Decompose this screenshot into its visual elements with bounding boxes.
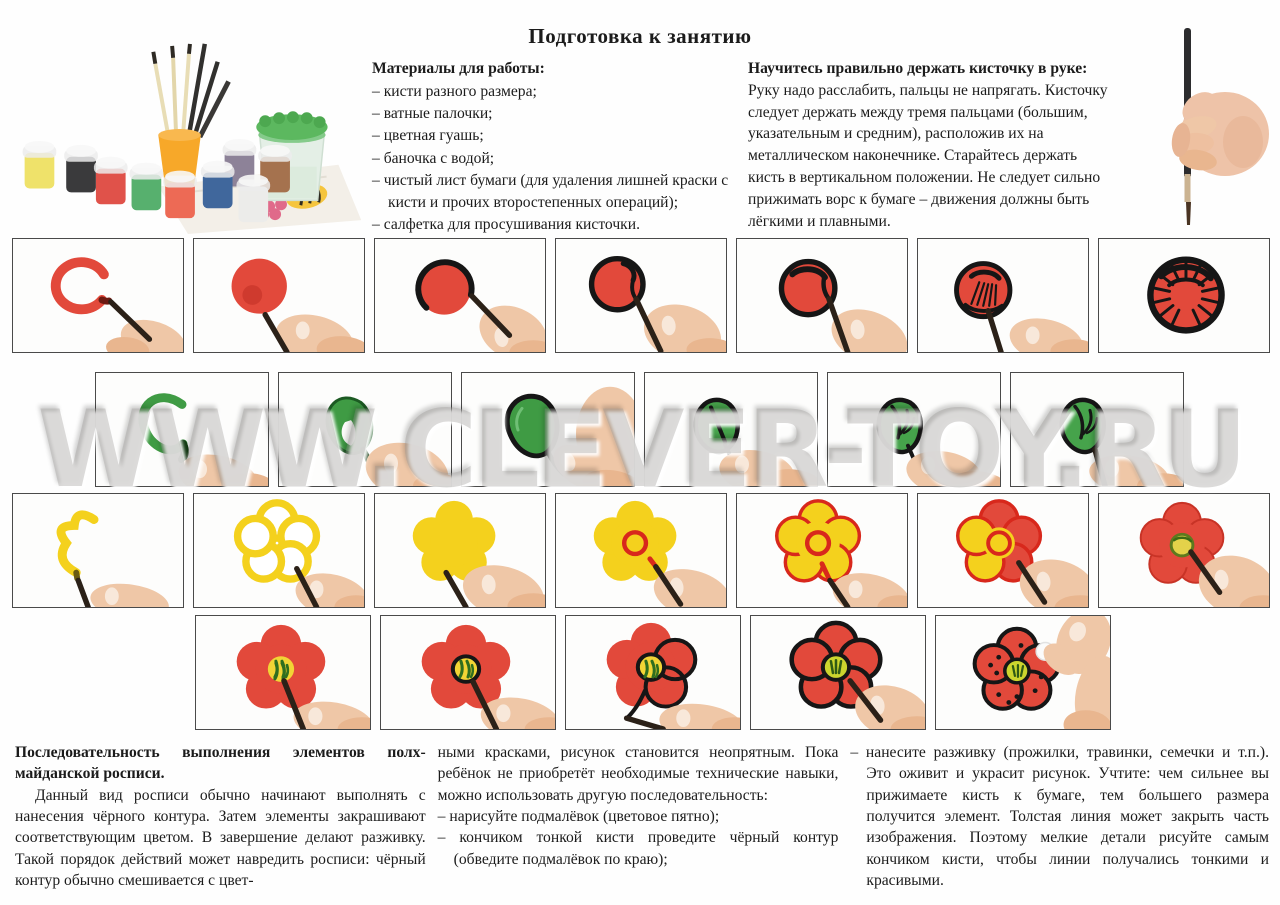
- sequence-column-3: [850, 742, 1269, 892]
- dash: –: [850, 744, 866, 761]
- sequence-column-1: [15, 742, 426, 892]
- sequence-item: – кончиком тонкой кисти проведите чёрный контур (обведите подмалёвок по краю);: [437, 829, 839, 868]
- sequence-column-2: [438, 742, 839, 892]
- paints-and-brushes-photo: [8, 36, 363, 234]
- brush-hold-heading: Научитесь правильно держать кисточку в руке:: [748, 60, 1088, 77]
- step-photo-flower-3: [374, 493, 546, 608]
- materials-section: [372, 58, 740, 236]
- gouache-jars: [23, 139, 292, 222]
- berry-steps-row: [12, 238, 1270, 353]
- material-item: – цветная гуашь;: [372, 127, 484, 145]
- step-photo-leaf-2: [278, 372, 452, 487]
- step-photo-berry-6: [917, 238, 1089, 353]
- step-photo-flower-2: [193, 493, 365, 608]
- watermark: WWW.CLEVER-TOY.RU: [37, 388, 1243, 511]
- step-photo-leaf-4: [644, 372, 818, 487]
- step-photo-flower-6: [917, 493, 1089, 608]
- dash: –: [437, 829, 460, 847]
- sequence-heading: Последовательность выполнения элементов полх-майданской росписи.: [15, 744, 426, 783]
- dash: –: [372, 149, 384, 167]
- sequence-item: – нарисуйте подмалёвок (цветовое пятно);: [437, 808, 720, 826]
- step-photo-berry-2: [193, 238, 365, 353]
- dash: –: [372, 215, 384, 233]
- sequence-section: [15, 742, 1269, 892]
- dash: –: [372, 171, 384, 189]
- material-item: – салфетка для просушивания кисточки.: [372, 215, 640, 233]
- dash: –: [437, 808, 450, 826]
- step-photo-f4-3: [565, 615, 741, 730]
- sequence-item: – нанесите разживку (прожилки, травинки, семечки и т.п.). Это оживит и украсит рисунок. Учтите: чем сильнее вы прижимаете кисть к бумаге, тем большего размера получится элемент. Толстая линия может закрыть часть изображения. Поэтому мелкие детали рисуйте самым кончиком кисти, чтобы линии получались тонкими и красивыми.: [850, 744, 1270, 890]
- step-photo-leaf-6: [1010, 372, 1184, 487]
- flower-finish-steps-row: [195, 615, 1111, 730]
- step-photo-f4-2: [380, 615, 556, 730]
- step-photo-flower-1: [12, 493, 184, 608]
- dash: –: [372, 83, 384, 101]
- material-item: – баночка с водой;: [372, 149, 495, 167]
- step-photo-berry-1: [12, 238, 184, 353]
- hand-holding-brush-photo: [1112, 20, 1272, 234]
- leaf-steps-row: [95, 372, 1184, 487]
- step-photo-flower-5: [736, 493, 908, 608]
- step-photo-berry-4: [555, 238, 727, 353]
- material-item: – чистый лист бумаги (для удаления лишней краски с кисти и прочих второстепенных операций);: [372, 171, 729, 211]
- step-photo-flower-7: [1098, 493, 1270, 608]
- step-photo-f4-1: [195, 615, 371, 730]
- step-photo-f4-5: [935, 615, 1111, 730]
- flower-steps-row: [12, 493, 1270, 608]
- sequence-text-1: Данный вид росписи обычно начинают выполнять с нанесения чёрного контура. Затем элементы закрашивают соответствующим цветом. В завершение делают разживку. Такой порядок действий может навредить росписи: чёрный контур обычно смешивается с цвет-: [15, 786, 426, 890]
- step-photo-flower-4: [555, 493, 727, 608]
- sequence-text-2: ными красками, рисунок становится неопрятным. Пока ребёнок не приобретёт необходимые технические навыки, можно использовать другую последовательность:: [437, 744, 839, 804]
- dash: –: [372, 105, 384, 123]
- dash: –: [372, 127, 384, 145]
- material-item: – ватные палочки;: [372, 105, 493, 123]
- step-photo-f4-4: [750, 615, 926, 730]
- brush-hold-section: [748, 58, 1112, 233]
- step-photo-leaf-5: [827, 372, 1001, 487]
- step-photo-berry-7: [1098, 238, 1270, 353]
- material-item: – кисти разного размера;: [372, 83, 537, 101]
- step-photo-berry-3: [374, 238, 546, 353]
- page-title: Подготовка к занятию: [528, 24, 752, 48]
- step-photo-leaf-3: [461, 372, 635, 487]
- materials-heading: Материалы для работы:: [372, 60, 545, 77]
- step-photo-berry-5: [736, 238, 908, 353]
- step-photo-leaf-1: [95, 372, 269, 487]
- brush-hold-text: Руку надо расслабить, пальцы не напрягать. Кисточку следует держать между тремя пальцами (большим, указательным и средним), расположив их на металлическом наконечнике. Старайтесь держать кисть в вертикальном положении. Не следует сильно прижимать ворс к бумаге – движения должны быть лёгкими и плавными.: [748, 81, 1108, 230]
